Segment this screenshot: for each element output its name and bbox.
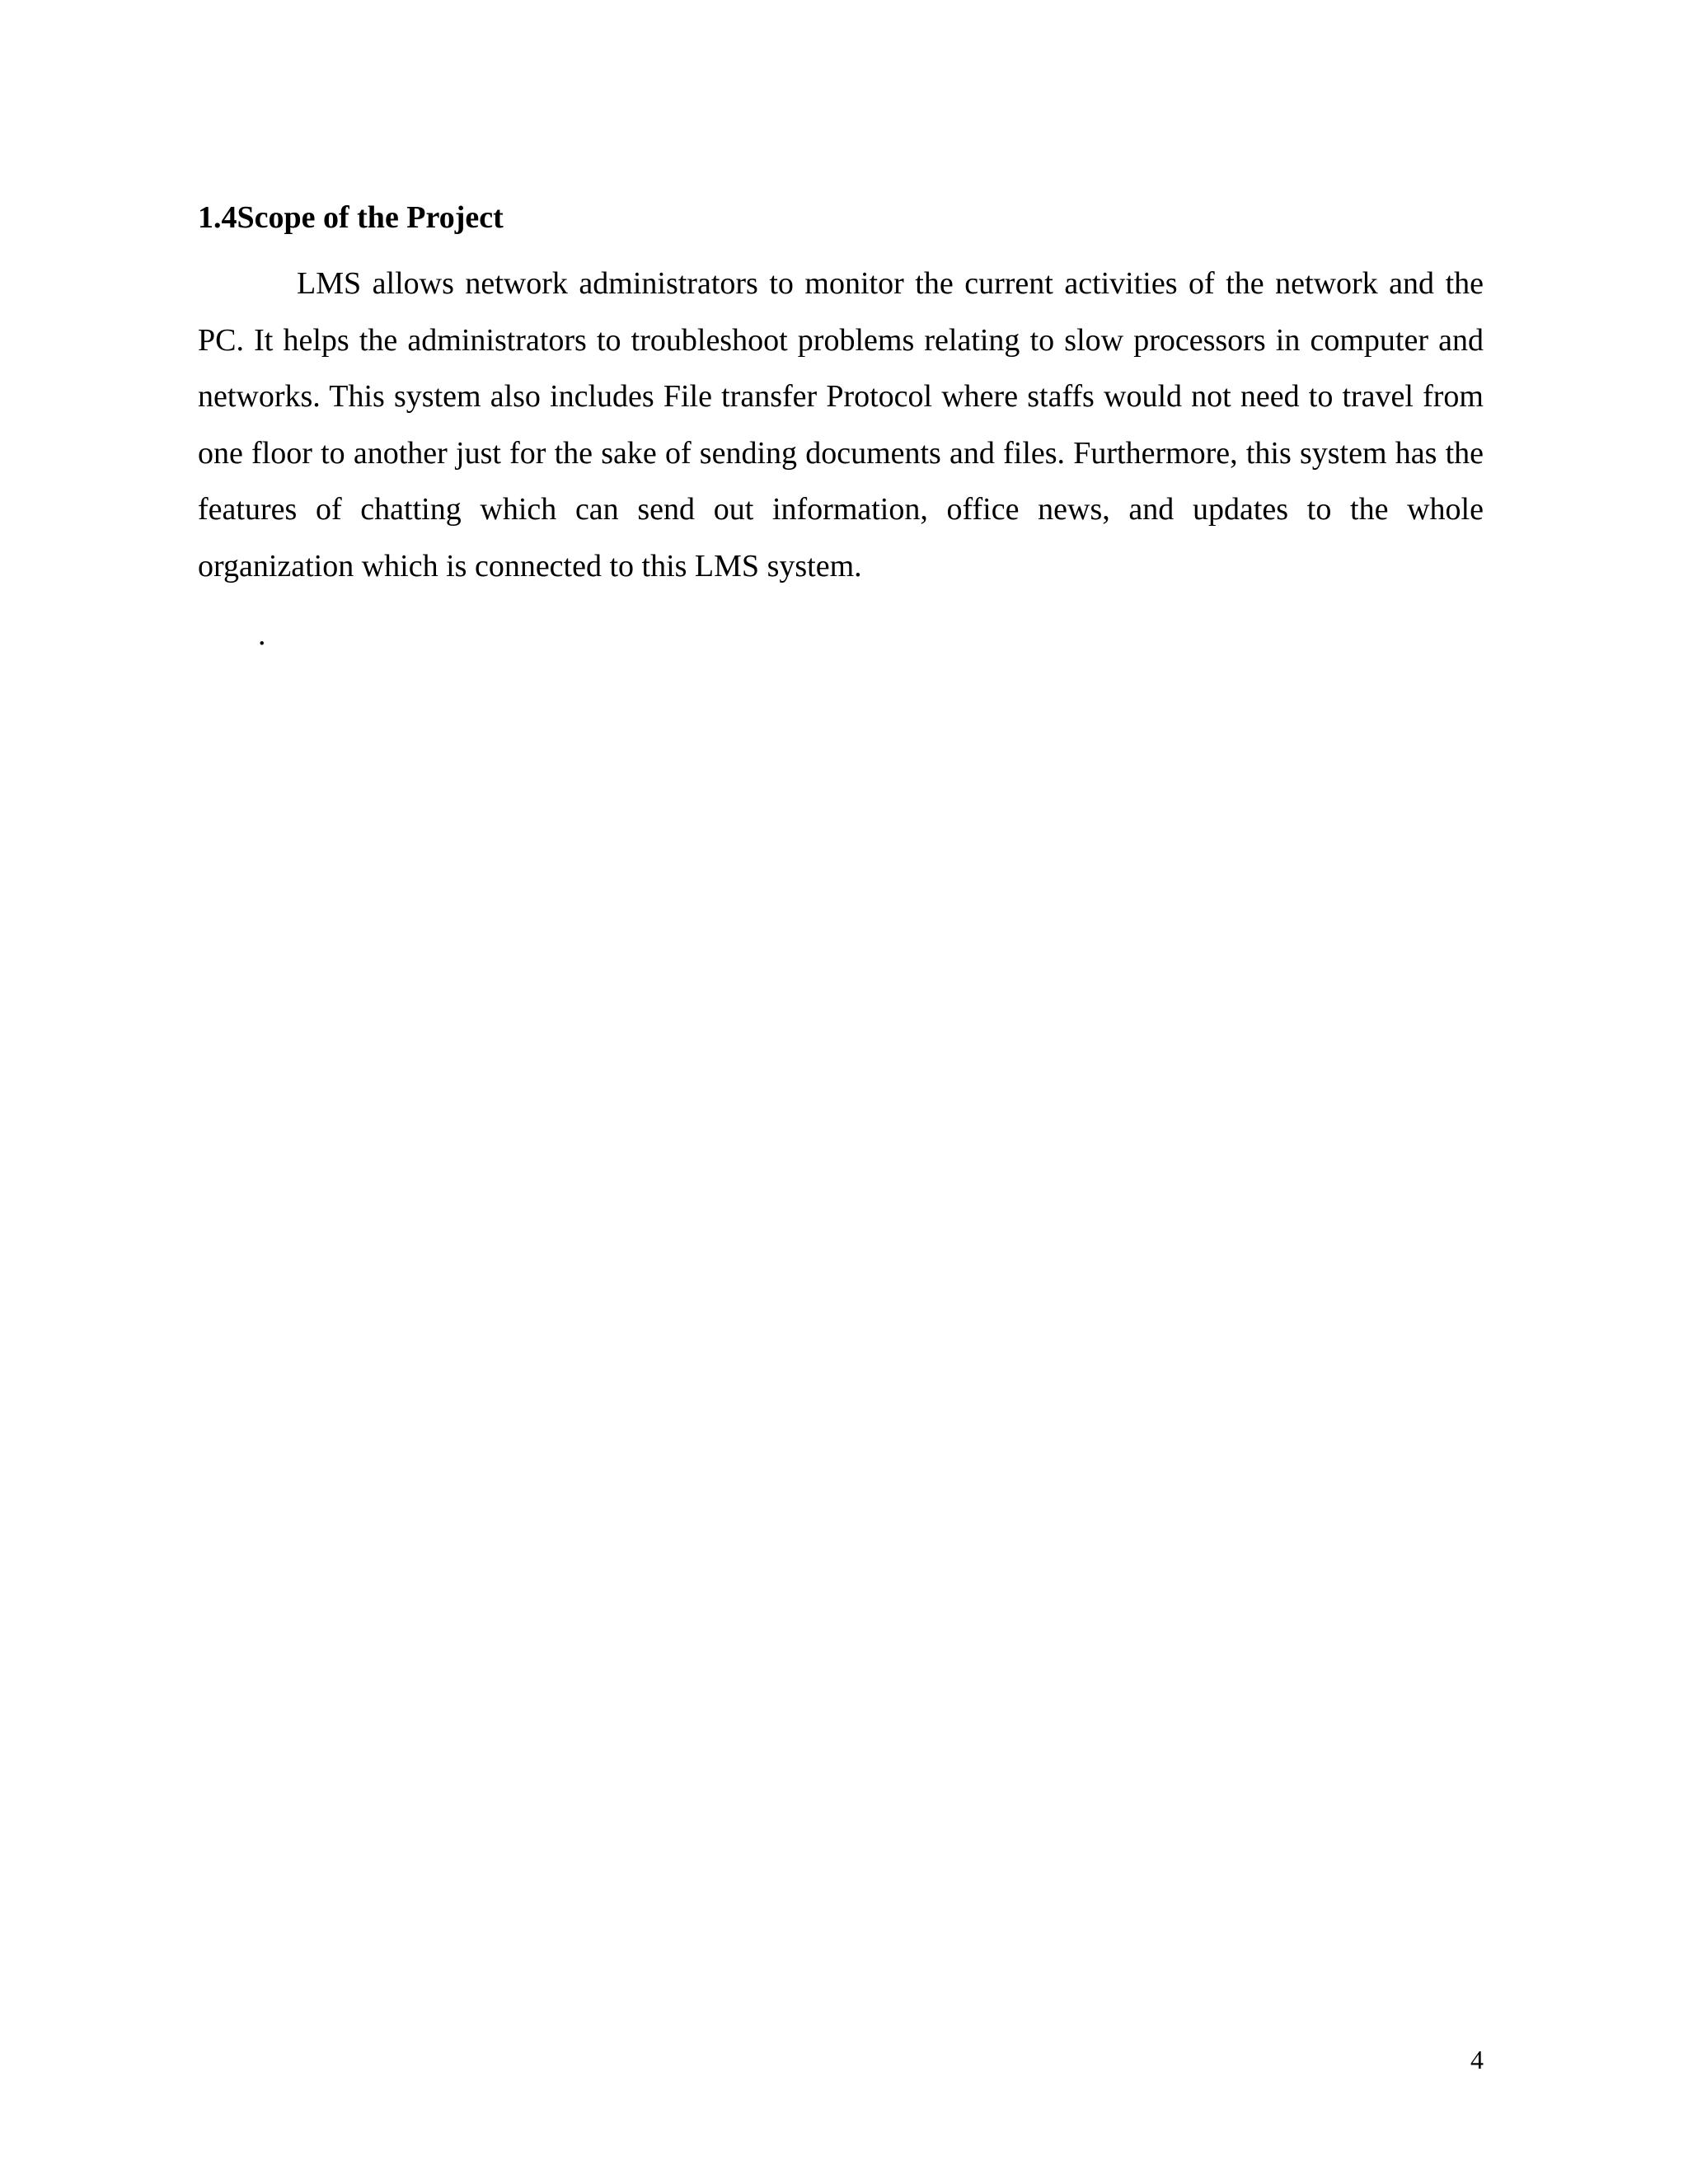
stray-period: . <box>258 617 266 652</box>
page-number: 4 <box>1470 2045 1484 2074</box>
section-heading: 1.4Scope of the Project <box>198 200 504 235</box>
page-content <box>198 194 1484 594</box>
body-paragraph: LMS allows network administrators to monitor the current activities of the network and the PC. It helps the administrators to troubleshoot problems relating to slow processors in computer and networks. This system also includes File transfer Protocol where staffs would not need to travel from one floor to another just for the sake of sending documents and files. Furthermore, this system has the features of chatting which can send out information, office news, and updates to the whole organization which is connected to this LMS system. <box>198 266 1484 583</box>
